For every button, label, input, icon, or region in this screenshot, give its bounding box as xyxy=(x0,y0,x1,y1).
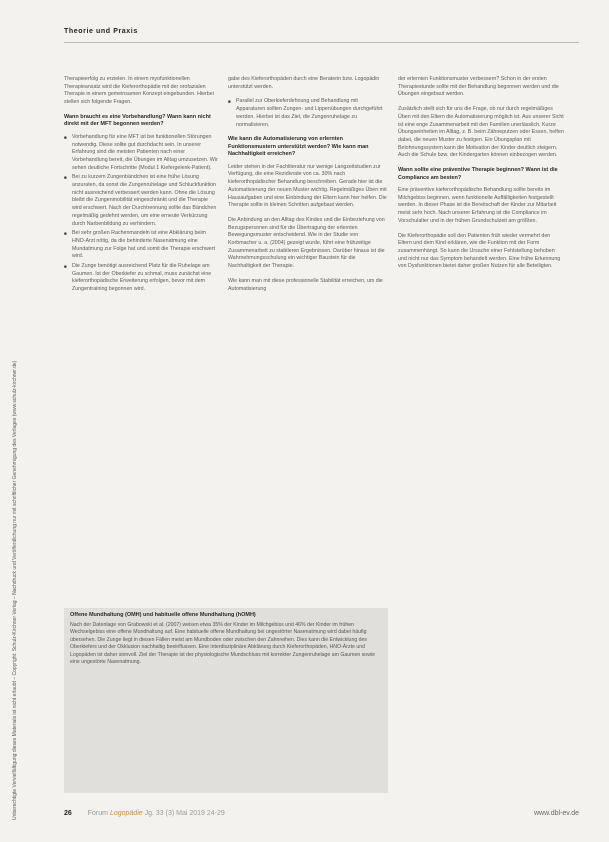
copyright-notice: Unberechtigte Vervielfältigung dieses Materials ist nicht erlaubt – Copyright: Schulz-Kirchner Verlag – Nachdruck und Veröffentlichung nur mit schriftlicher Genehmigung des Verlages (www.schulz-kirchner.de) xyxy=(12,360,18,820)
question-heading: Wie kann die Automatisierung von erlernten Funktionsmustern unterstützt werden? Wie kann man Nachhaltigkeit erreichen? xyxy=(228,136,369,158)
column-3 xyxy=(398,76,564,278)
paragraph: Zusätzlich stellt sich für uns die Frage, ob nur durch regelmäßiges Üben mit den Eltern die Automatisierung möglich ist. Aus unserer Sicht ist eine enge Zusammenarbeit mit den Familien unerlässlich. Kurze Übungseinheiten im Alltag, z. B. beim Zähneputzen oder Essen, helfen dabei, die neuen Muster zu festigen. Ein Übungsplan mit Belohnungssystem kann die Motivation der Kinder deutlich steigern. Auch die Schule bzw. der Kindergarten können einbezogen werden. xyxy=(398,106,564,159)
paragraph: der erlernten Funktionsmuster verbessern? Schon in der ersten Therapiestunde sollte mit der Behandlung begonnen werden und die Übungen eingebaut werden. xyxy=(398,76,559,98)
header-divider xyxy=(64,42,579,43)
paragraph: Wie kann man mit diese professionelle Stabilität erreichen, um die Automatisierung xyxy=(228,277,383,292)
info-box-text: Nach der Datenlage von Grabowski et al. (2007) weisen etwa 35% der Kinder im Milchgebiss und 46% der Kinder im frühen Wechselgebiss eine offene Mundhaltung auf. Eine habituelle offene Mundhaltung bei ungestörter Nasenatmung wird dabei häufig übersehen. Die Zunge liegt in diesen Fällen meist am Mundboden oder zwischen den Zahnreihen. Dies kann die Entwicklung des Oberkiefers und der Okklusion nachhaltig beeinflussen. Eine interdisziplinäre Abklärung durch Kieferorthopäden, HNO-Ärzte und Logopäden ist daher sinnvoll. Ziel der Therapie ist der physiologische Mundschluss mit korrekter Zungenruhelage am Gaumen sowie eine ungestörte Nasenatmung. xyxy=(70,621,375,665)
section-header: Theorie und Praxis xyxy=(64,28,138,35)
list-item: ■ Die Zunge benötigt ausreichend Platz für die Ruhelage am Gaumen. Ist der Oberkiefer zu schmal, muss zunächst eine kieferorthopädische Erweiterung erfolgen, bevor mit dem Zungentraining begonnen wird. xyxy=(64,263,218,294)
list-item: ■ Bei sehr großen Rachenmandeln ist eine Abklärung beim HNO-Arzt nötig, da die behinderte Nasenatmung eine Mundatmung zur Folge hat und somit die Therapie erschwert wird. xyxy=(64,230,218,261)
paragraph: Die Anbindung an den Alltag des Kindes und die Einbeziehung von Bezugspersonen sind für die Übertragung der erlernten Bewegungsmuster entscheidend. Wie in der Studie von Korbmacher u. a. (2004) gezeigt wurde, führt eine frühzeitige Zusammenarbeit zu stabileren Ergebnissen. Darüber hinaus ist die Wahrnehmungsschulung ein wichtiger Baustein für die Nachhaltigkeit der Therapie. xyxy=(228,216,385,270)
paragraph: Leider stehen in der Fachliteratur nur wenige Langzeitstudien zur Verfügung, die eine Rezidivrate von ca. 30% nach kieferorthopädischer Behandlung beschreiben. Gerade hier ist die Automatisierung der neuen Muster wichtig. Regelmäßiges Üben mit Hausaufgaben und eine Einbindung der Eltern kann hier helfen. Die Therapie sollte in kleinen Schritten aufgebaut werden. xyxy=(228,163,387,209)
question-heading: Wann sollte eine präventive Therapie beginnen? Wann ist die Compliance am besten? xyxy=(398,167,558,181)
column-2 xyxy=(228,76,388,300)
page-footer xyxy=(64,810,579,817)
paragraph: gabe des Kieferorthopäden durch eine Beraterin bzw. Logopädin unterstützt werden. xyxy=(228,76,380,90)
question-heading: Wann braucht es eine Vorbehandlung? Wann kann nicht direkt mit der MFT begonnen werden? xyxy=(64,113,211,128)
magazine-name-italic: Logopädie xyxy=(109,810,143,817)
bullet-list xyxy=(64,134,218,294)
list-item: ■ Bei zu kurzem Zungenbändchen ist eine frühe Lösung anzuraten, da sonst die Zungenruhelage und Schluckfunktion nicht ausreichend verbessert werden kann. Ohne die Lösung bleibt die Zungenmobilität eingeschränkt und die Therapie wird erschwert. Nach der Durchtrennung sollte das Bändchen regelmäßig gedehnt werden, um eine erneute Verkürzung durch Narbenbildung zu verhindern. xyxy=(64,174,218,228)
info-box xyxy=(64,608,388,793)
issue-info: Jg. 33 (3) Mai 2019 24-29 xyxy=(144,810,225,817)
list-item: ■ Parallel zur Oberkieferdehnung und Behandlung mit Apparaturen sollten Zungen- und Lippenübungen durchgeführt werden. Hierbei ist das Ziel, die Zungenruhelage zu normalisieren. xyxy=(228,98,388,129)
bullet-list xyxy=(228,98,388,129)
paragraph: Therapieerfolg zu erzielen. In einem myofunktionellen Therapieansatz wird die Kieferorthopädie mit der orofazialen Therapie in einem gemeinsamen Konzept eingebunden. Hierbei stellen sich folgende Fragen. xyxy=(64,76,214,106)
column-1 xyxy=(64,76,218,301)
page-number: 26 xyxy=(64,810,72,817)
paragraph: Die Kieferorthopädie soll den Patienten früh wieder vermehrt den Eltern und dem Kind erklären, wie die Funktion mit der Form zusammenhängt. So kann die Ursache einer Fehlstellung behoben und nicht nur das Symptom behandelt werden. Eine frühe Erkennung von Dysfunktionen bietet daher großen Nutzen für alle Beteiligten. xyxy=(398,232,561,270)
paragraph: Eine präventive kieferorthopädische Behandlung sollte bereits im Milchgebiss beginnen, wenn funktionelle Auffälligkeiten festgestellt werden. In dieser Phase ist die Bereitschaft der Kinder zur Mitarbeit meist sehr hoch. Nach unserer Erfahrung ist die Compliance im Vorschulalter und in der frühen Grundschulzeit am größten. xyxy=(398,187,557,224)
magazine-name: Forum xyxy=(87,810,108,817)
list-item: ■ Vorbehandlung für eine MFT ist bei funktionellen Störungen notwendig. Diese sollte gut durchdacht sein. In unserer Erfahrung sind die meisten Patienten nach einer Vorbehandlung bereit, die Übungen im Alltag umzusetzen. Wir sehen deutliche Fortschritte (Modul 1 Kiefergelenk-Patient). xyxy=(64,134,218,173)
website-link[interactable]: www.dbl-ev.de xyxy=(533,810,579,817)
info-box-title: Offene Mundhaltung (OMH) und habituelle offene Mundhaltung (hOMH) xyxy=(70,612,256,618)
